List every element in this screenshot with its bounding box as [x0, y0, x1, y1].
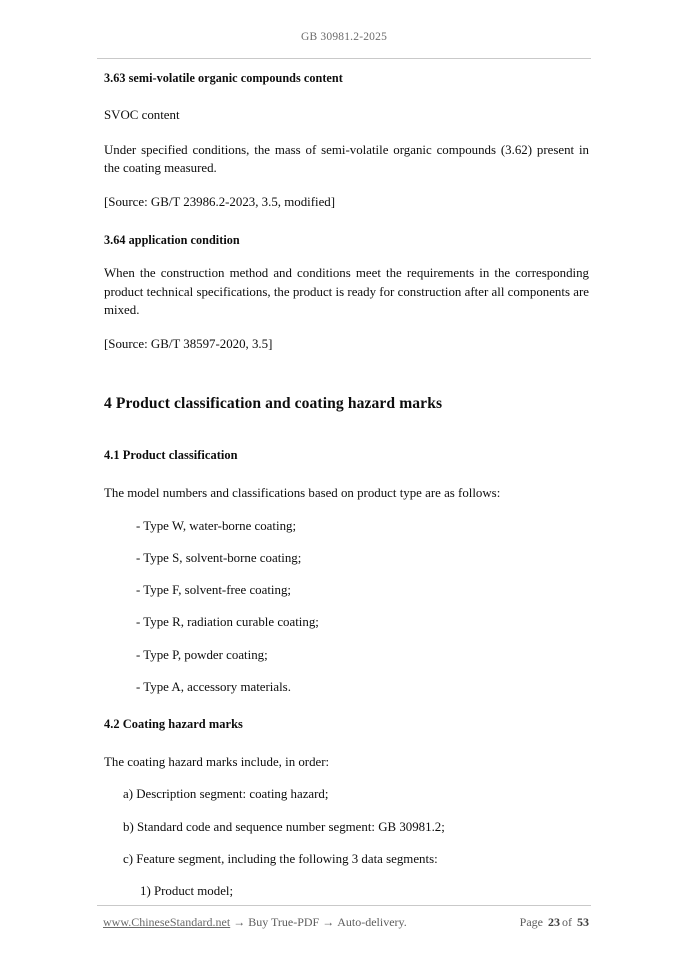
- term-heading-3-63: 3.63 semi-volatile organic compounds content: [104, 71, 343, 85]
- list-item: - Type R, radiation curable coating;: [136, 615, 319, 630]
- footer-action-delivery: Auto-delivery.: [337, 915, 407, 929]
- total-page-count: 53: [577, 915, 589, 929]
- page-content: [104, 70, 589, 901]
- of-label: of: [562, 915, 572, 929]
- term-3-63-abbreviation: SVOC content: [104, 108, 180, 123]
- subclause-4-1-lead-in: The model numbers and classifications based on product type are as follows:: [104, 486, 501, 501]
- subclause-heading-4-2: 4.2 Coating hazard marks: [104, 717, 243, 732]
- term-3-64-definition: When the construction method and conditions meet the requirements in the corresponding product technical specifications, the product is ready for construction after all components are mixed.: [104, 266, 589, 317]
- term-3-63-source: [Source: GB/T 23986.2-2023, 3.5, modified]: [104, 195, 336, 210]
- list-item: - Type P, powder coating;: [136, 647, 268, 662]
- list-item: - Type F, solvent-free coating;: [136, 583, 291, 598]
- clause-heading-4: 4 Product classification and coating hazard marks: [104, 395, 443, 413]
- list-item: b) Standard code and sequence number segment: GB 30981.2;: [123, 819, 445, 834]
- subclause-heading-4-1: 4.1 Product classification: [104, 448, 238, 463]
- list-item: 1) Product model;: [140, 884, 234, 899]
- term-heading-3-64: 3.64 application condition: [104, 232, 240, 247]
- list-item: a) Description segment: coating hazard;: [123, 787, 329, 802]
- header-divider-rule: [97, 58, 591, 59]
- current-page-number: 23: [548, 915, 560, 929]
- running-header-standard-code: GB 30981.2-2025: [300, 31, 388, 43]
- subclause-4-2-lead-in: The coating hazard marks include, in order:: [104, 755, 330, 770]
- chinesestandard-site-link[interactable]: www.ChineseStandard.net: [103, 915, 231, 929]
- list-item: - Type A, accessory materials.: [136, 680, 291, 695]
- page-label: Page: [519, 915, 543, 929]
- page-indicator: [520, 915, 591, 930]
- term-3-64-source: [Source: GB/T 38597-2020, 3.5]: [104, 337, 273, 352]
- list-item: - Type S, solvent-borne coating;: [136, 550, 302, 565]
- arrow-right-icon: →: [233, 915, 246, 929]
- arrow-right-icon: →: [322, 915, 335, 929]
- list-item: - Type W, water-borne coating;: [136, 518, 297, 533]
- footer-divider-rule: [97, 905, 591, 906]
- footer-promo-line: [103, 915, 407, 930]
- footer-action-buy: Buy True-PDF: [248, 915, 320, 929]
- list-item: c) Feature segment, including the following 3 data segments:: [123, 852, 438, 867]
- term-3-63-definition: Under specified conditions, the mass of semi-volatile organic compounds (3.62) present in the coating measured.: [104, 142, 589, 176]
- page-footer: [97, 915, 591, 935]
